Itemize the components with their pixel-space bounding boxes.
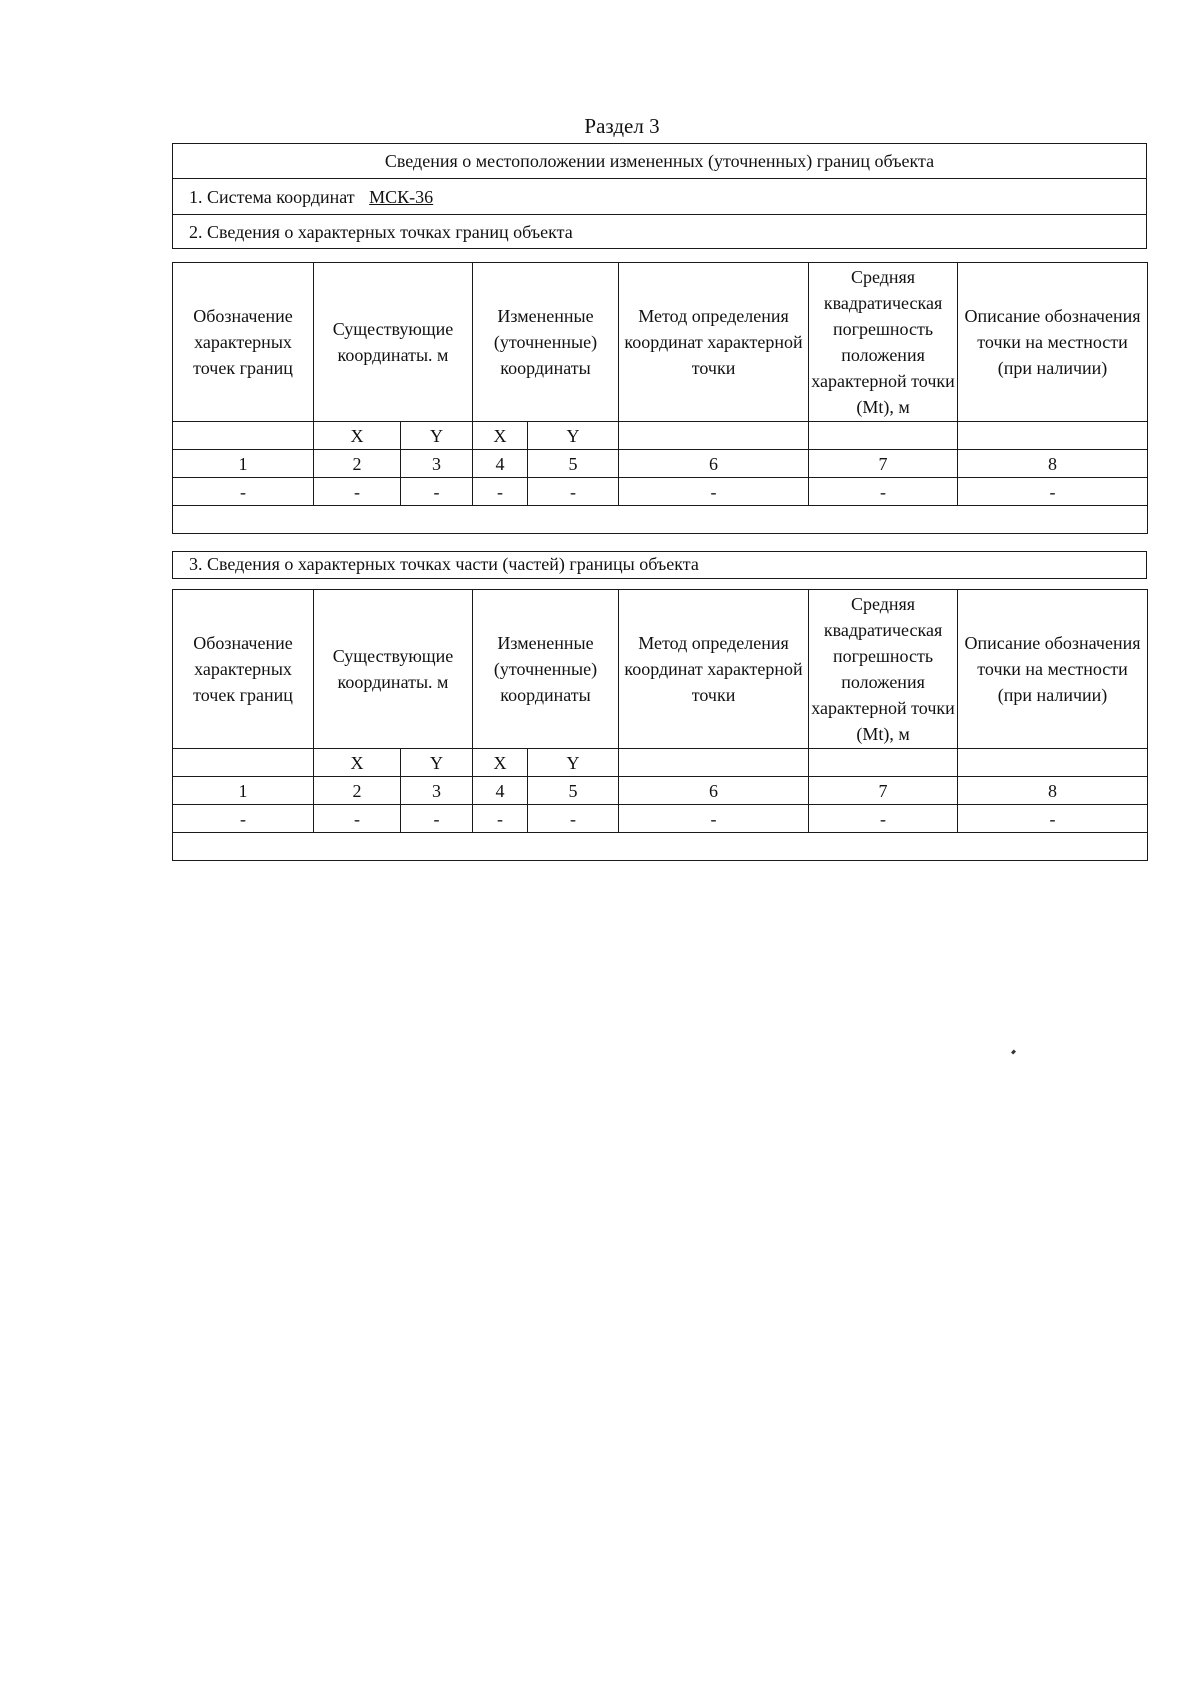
changed-y-header: Y	[528, 749, 619, 777]
col-error-header: Средняя квадратическая погрешность положения характерной точки (Mt), м	[809, 263, 958, 422]
col-description-header: Описание обозначения точки на местности (при наличии)	[958, 590, 1148, 749]
column-number: 6	[619, 450, 809, 478]
column-number-row	[173, 777, 1148, 805]
existing-x-header: X	[314, 749, 401, 777]
table-cell: -	[958, 805, 1148, 833]
points-table	[172, 262, 1148, 534]
col-method-header: Метод определения координат характерной точки	[619, 590, 809, 749]
section-header-box	[172, 143, 1147, 249]
empty-row	[173, 833, 1148, 861]
col-designation-header: Обозначение характерных точек границ	[173, 263, 314, 422]
table-cell: -	[809, 478, 958, 506]
column-number-row	[173, 450, 1148, 478]
table-cell: -	[401, 478, 473, 506]
table-cell	[619, 422, 809, 450]
column-number: 5	[528, 777, 619, 805]
col-existing-header: Существующие координаты. м	[314, 590, 473, 749]
table-cell: -	[958, 478, 1148, 506]
table-cell	[958, 749, 1148, 777]
xy-row	[173, 422, 1148, 450]
changed-x-header: X	[473, 749, 528, 777]
coord-system-row	[173, 178, 1146, 214]
column-number: 2	[314, 450, 401, 478]
scan-speck	[1011, 1050, 1016, 1055]
table-cell	[809, 749, 958, 777]
header-row	[173, 590, 1148, 749]
table-cell: -	[401, 805, 473, 833]
table-cell: -	[528, 805, 619, 833]
main-heading: Сведения о местоположении измененных (уточненных) границ объекта	[384, 151, 935, 171]
empty-row	[173, 506, 1148, 534]
column-number: 8	[958, 777, 1148, 805]
table-cell	[619, 749, 809, 777]
col-method-header: Метод определения координат характерной точки	[619, 263, 809, 422]
parts-heading: 3. Сведения о характерных точках части (частей) границы объекта	[172, 551, 1147, 579]
table-cell	[173, 506, 1148, 534]
column-number: 1	[173, 777, 314, 805]
table-cell	[173, 833, 1148, 861]
header-row	[173, 263, 1148, 422]
table-cell: -	[809, 805, 958, 833]
table-cell: -	[619, 805, 809, 833]
column-number: 4	[473, 450, 528, 478]
column-number: 5	[528, 450, 619, 478]
table-cell: -	[173, 478, 314, 506]
table-cell: -	[473, 478, 528, 506]
column-number: 3	[401, 450, 473, 478]
section-title: Раздел 3	[584, 114, 660, 138]
existing-y-header: Y	[401, 749, 473, 777]
table-cell	[173, 422, 314, 450]
table-cell	[958, 422, 1148, 450]
coord-system-label: 1. Система координат	[189, 187, 355, 207]
column-number: 7	[809, 450, 958, 478]
coord-system-value: МСК-36	[369, 187, 434, 207]
table-cell: -	[173, 805, 314, 833]
xy-row	[173, 749, 1148, 777]
col-description-header: Описание обозначения точки на местности (при наличии)	[958, 263, 1148, 422]
points-heading: 2. Сведения о характерных точках границ объекта	[173, 214, 1146, 248]
table-cell: -	[528, 478, 619, 506]
column-number: 7	[809, 777, 958, 805]
column-number: 1	[173, 450, 314, 478]
existing-x-header: X	[314, 422, 401, 450]
table-row	[173, 805, 1148, 833]
changed-y-header: Y	[528, 422, 619, 450]
table-cell: -	[473, 805, 528, 833]
changed-x-header: X	[473, 422, 528, 450]
table-cell: -	[314, 805, 401, 833]
col-error-header: Средняя квадратическая погрешность положения характерной точки (Mt), м	[809, 590, 958, 749]
col-changed-header: Измененные (уточненные) координаты	[473, 263, 619, 422]
table-cell	[173, 749, 314, 777]
table-cell: -	[619, 478, 809, 506]
column-number: 4	[473, 777, 528, 805]
table-row	[173, 478, 1148, 506]
col-existing-header: Существующие координаты. м	[314, 263, 473, 422]
column-number: 3	[401, 777, 473, 805]
table-cell	[809, 422, 958, 450]
col-designation-header: Обозначение характерных точек границ	[173, 590, 314, 749]
parts-table	[172, 589, 1148, 861]
column-number: 6	[619, 777, 809, 805]
existing-y-header: Y	[401, 422, 473, 450]
column-number: 2	[314, 777, 401, 805]
column-number: 8	[958, 450, 1148, 478]
table-cell: -	[314, 478, 401, 506]
col-changed-header: Измененные (уточненные) координаты	[473, 590, 619, 749]
